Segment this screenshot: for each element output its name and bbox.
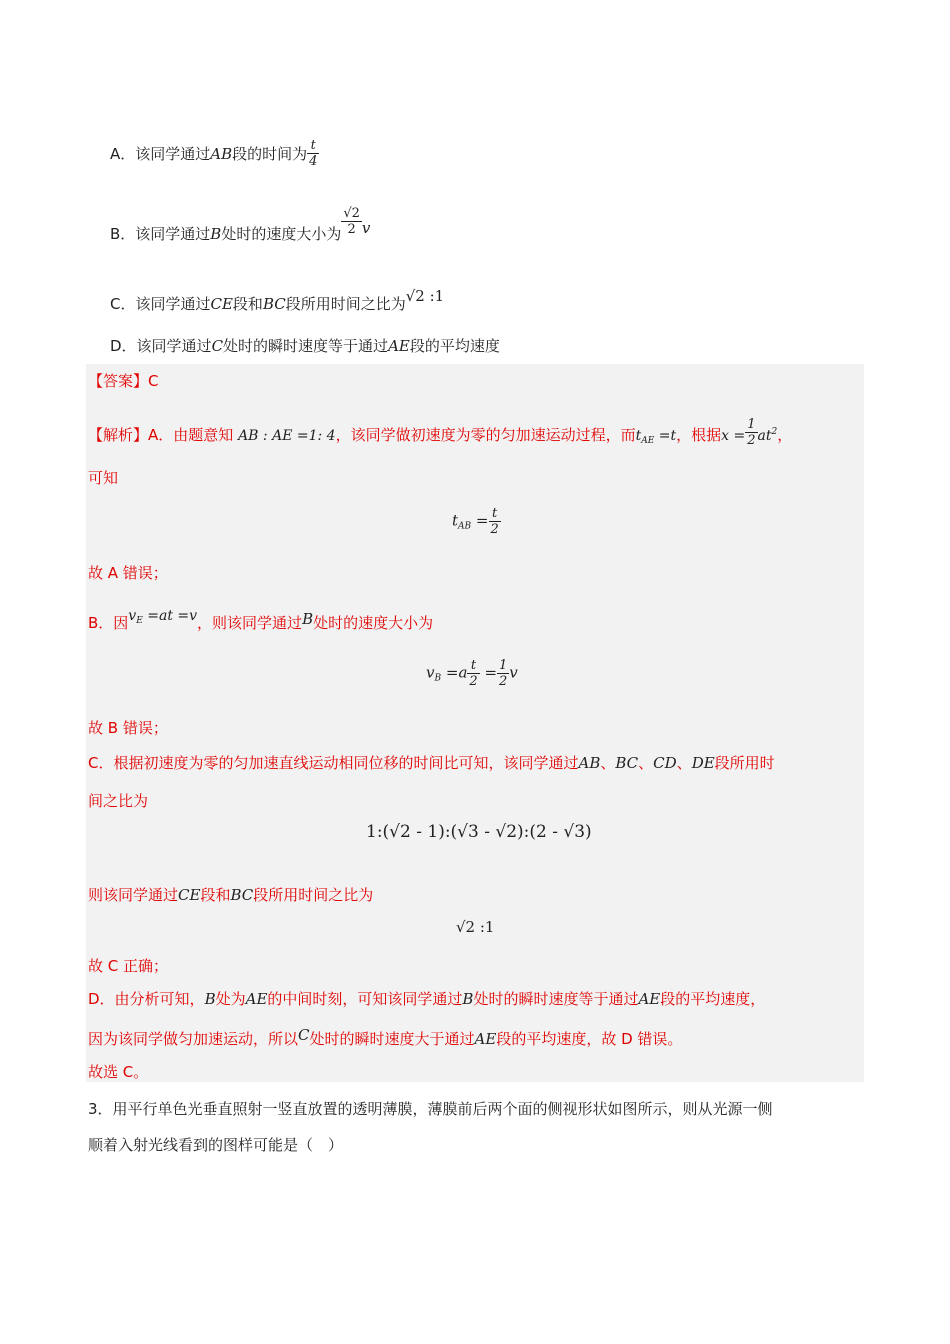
option-b: B．该同学通过B处时的速度大小为 $\frac{√2}{2}$ v	[110, 206, 371, 243]
analysis-c-conclusion: 故 C 正确；	[88, 957, 169, 975]
formula-tab: $t_{AB}$ = $\frac{t}{2}$	[452, 506, 499, 537]
analysis-b-conclusion: 故 B 错误；	[88, 719, 168, 737]
formula-ratio: √2 :1	[456, 918, 495, 936]
analysis-final: 故选 C。	[88, 1063, 149, 1081]
option-d: D．该同学通过C处时的瞬时速度等于通过AE段的平均速度	[110, 337, 500, 355]
option-a: A．该同学通过AB段的时间为 $\frac{t}{4}$	[110, 138, 318, 169]
analysis-d-line1: D．由分析可知，B处为AE的中间时刻，可知该同学通过B处时的瞬时速度等于通过AE段的平均速度，	[88, 990, 766, 1008]
question3-line1: 3．用平行单色光垂直照射一竖直放置的透明薄膜，薄膜前后两个面的侧视形状如图所示，则从光源一侧	[88, 1100, 773, 1118]
analysis-c-line1: C．根据初速度为零的匀加速直线运动相同位移的时间比可知，该同学通过AB、BC、CD、DE段所用时	[88, 754, 775, 772]
formula-ratio-series: 1:(√2 - 1):(√3 - √2):(2 - √3)	[366, 822, 592, 842]
answer-label: 【答案】C	[88, 372, 159, 390]
analysis-d-line2: 因为该同学做匀加速运动，所以C处时的瞬时速度大于通过AE段的平均速度，故 D 错误。	[88, 1026, 683, 1048]
option-c: C．该同学通过CE段和BC段所用时间之比为√2 :1	[110, 287, 445, 313]
analysis-a-conclusion: 故 A 错误；	[88, 564, 168, 582]
formula-vb: $v_B =a$ $\frac{t}{2}$ = $\frac{1}{2}$ v	[426, 658, 518, 689]
analysis-a-line1: 【解析】A．由题意知 AB : AE =1: 4，该同学做初速度为零的匀加速运动过程，而$t_{AE} =t$，根据x = $\frac{1}{2}$ $at^2$，	[88, 417, 793, 448]
analysis-c-line3: 则该同学通过CE段和BC段所用时间之比为	[88, 886, 374, 904]
analysis-b-line: B．因$v_E =at =v$，则该同学通过B处时的速度大小为	[88, 608, 434, 632]
answer-panel	[86, 364, 864, 1082]
analysis-a-line2: 可知	[88, 469, 119, 487]
analysis-c-line2: 间之比为	[88, 792, 149, 810]
question3-line2: 顺着入射光线看到的图样可能是（ ）	[88, 1136, 344, 1154]
